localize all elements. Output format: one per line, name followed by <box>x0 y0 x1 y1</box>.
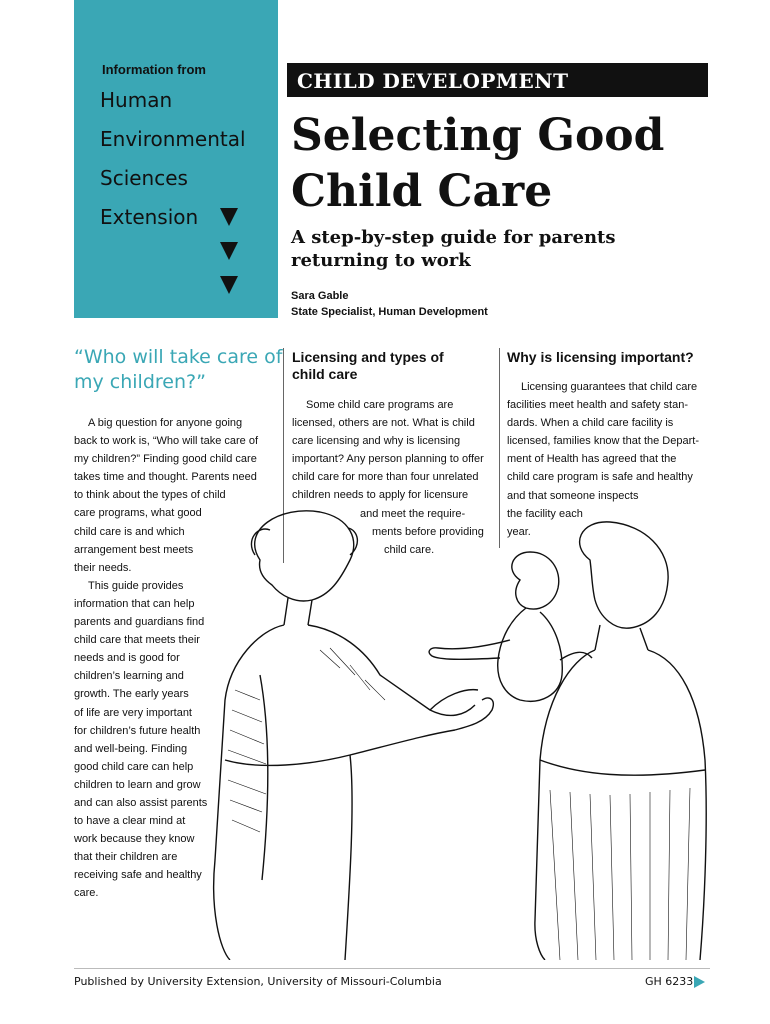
col3-paragraph: Licensing guarantees that child care facilities meet health and safety stan- dards. When a child care facility is licensed, families know that the Depart- ment of Health has agreed that the child care program is safe and healthy and that someone inspects the facility each year. <box>507 381 699 538</box>
triangle-right-icon <box>694 976 705 988</box>
sidebar-block <box>74 0 278 318</box>
unit-line-4: Extension <box>100 205 199 229</box>
unit-line-2: Environmental <box>100 127 246 151</box>
series-title: CHILD DEVELOPMENT <box>297 69 569 93</box>
col2-paragraph: Some child care programs are licensed, others are not. What is child care licensing and why is licensing important? Any person planning to offer child care for more than four unrelated children needs to apply for licensure and meet the require- ments before providing child care. <box>292 399 484 556</box>
triangle-down-icon <box>220 208 238 226</box>
col1-paragraph-2: This guide provides information that can help parents and guardians find child care that meets their needs and is good for children’s learning and growth. The early years of life are very important for children’s future health and well-being. Finding good child care can help children to learn and grow and can also assist parents to have a clear mind at work because they know that their children are receiving safe and healthy care. <box>74 579 208 900</box>
unit-line-3: Sciences <box>100 166 188 190</box>
section-heading-why: Why is licensing important? <box>507 349 694 365</box>
title-line-1: Selecting Good <box>291 110 665 161</box>
section-heading-licensing: Licensing and types of child care <box>292 349 444 382</box>
caregiver-handoff-illustration <box>200 500 720 960</box>
subtitle <box>291 226 711 272</box>
author-block <box>291 288 488 320</box>
unit-line-1: Human <box>100 88 173 112</box>
subtitle-line-2: returning to work <box>291 250 471 271</box>
pull-quote: “Who will take care of my children?” <box>74 346 283 393</box>
series-banner <box>287 63 708 97</box>
col1-paragraph-1: A big question for anyone going back to work is, “Who will take care of my children?” Finding good child care takes time and thought. Parents need to think about the types of child care programs, what good child care is and which arrangement best meets their needs. <box>74 417 259 574</box>
publisher-line: Published by University Extension, University of Missouri-Columbia <box>74 975 442 988</box>
info-from-label: Information from <box>102 62 206 77</box>
page-title <box>291 108 731 220</box>
triangle-down-icon <box>220 276 238 294</box>
author-title: State Specialist, Human Development <box>291 306 488 318</box>
triangle-down-icon <box>220 242 238 260</box>
author-name: Sara Gable <box>291 290 349 302</box>
title-line-2: Child Care <box>291 166 553 217</box>
subtitle-line-1: A step-by-step guide for parents <box>291 227 616 248</box>
footer-rule <box>74 968 710 969</box>
publication-code: GH 6233 <box>645 975 694 988</box>
